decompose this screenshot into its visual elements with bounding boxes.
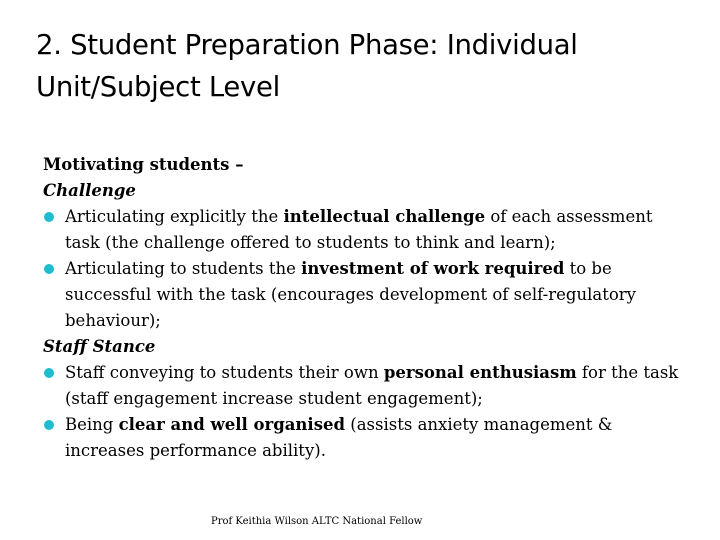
bullet-item-stance-1 [43, 360, 683, 412]
bullet-bold-text: investment of work required [301, 259, 565, 278]
bullet-text: Articulating explicitly the [65, 207, 284, 226]
slide-body [43, 152, 683, 464]
motivating-heading: Motivating students – [43, 155, 244, 174]
bullet-text: Being [65, 415, 119, 434]
challenge-heading: Challenge [43, 181, 136, 200]
bullet-dot-icon [44, 368, 54, 378]
bullet-text: to be successful with the task (encourages development of self-regulatory behaviour); [65, 259, 636, 330]
bullet-dot-icon [44, 212, 54, 222]
bullet-item-challenge-2 [43, 256, 683, 334]
slide-title-line-2: Unit/Subject Level [36, 71, 280, 103]
bullet-text: Articulating to students the [65, 259, 302, 278]
slide-footer: Prof Keithia Wilson ALTC National Fellow [211, 516, 423, 527]
bullet-bold-text: personal enthusiasm [383, 363, 577, 382]
slide-title-line-1: 2. Student Preparation Phase: Individual [36, 29, 578, 61]
bullet-text: (assists anxiety management & increases performance ability). [65, 415, 613, 460]
bullet-dot-icon [44, 264, 54, 274]
staff-stance-heading: Staff Stance [43, 337, 156, 356]
bullet-bold-text: clear and well organised [118, 415, 346, 434]
bullet-text: for the task (staff engagement increase student engagement); [65, 363, 679, 408]
bullet-dot-icon [44, 420, 54, 430]
bullet-item-challenge-1 [43, 204, 683, 256]
bullet-text: of each assessment task (the challenge offered to students to think and learn); [65, 207, 653, 252]
bullet-item-stance-2 [43, 412, 683, 464]
bullet-bold-text: intellectual challenge [283, 207, 486, 226]
slide-title [36, 24, 686, 108]
bullet-text: Staff conveying to students their own [65, 363, 384, 382]
